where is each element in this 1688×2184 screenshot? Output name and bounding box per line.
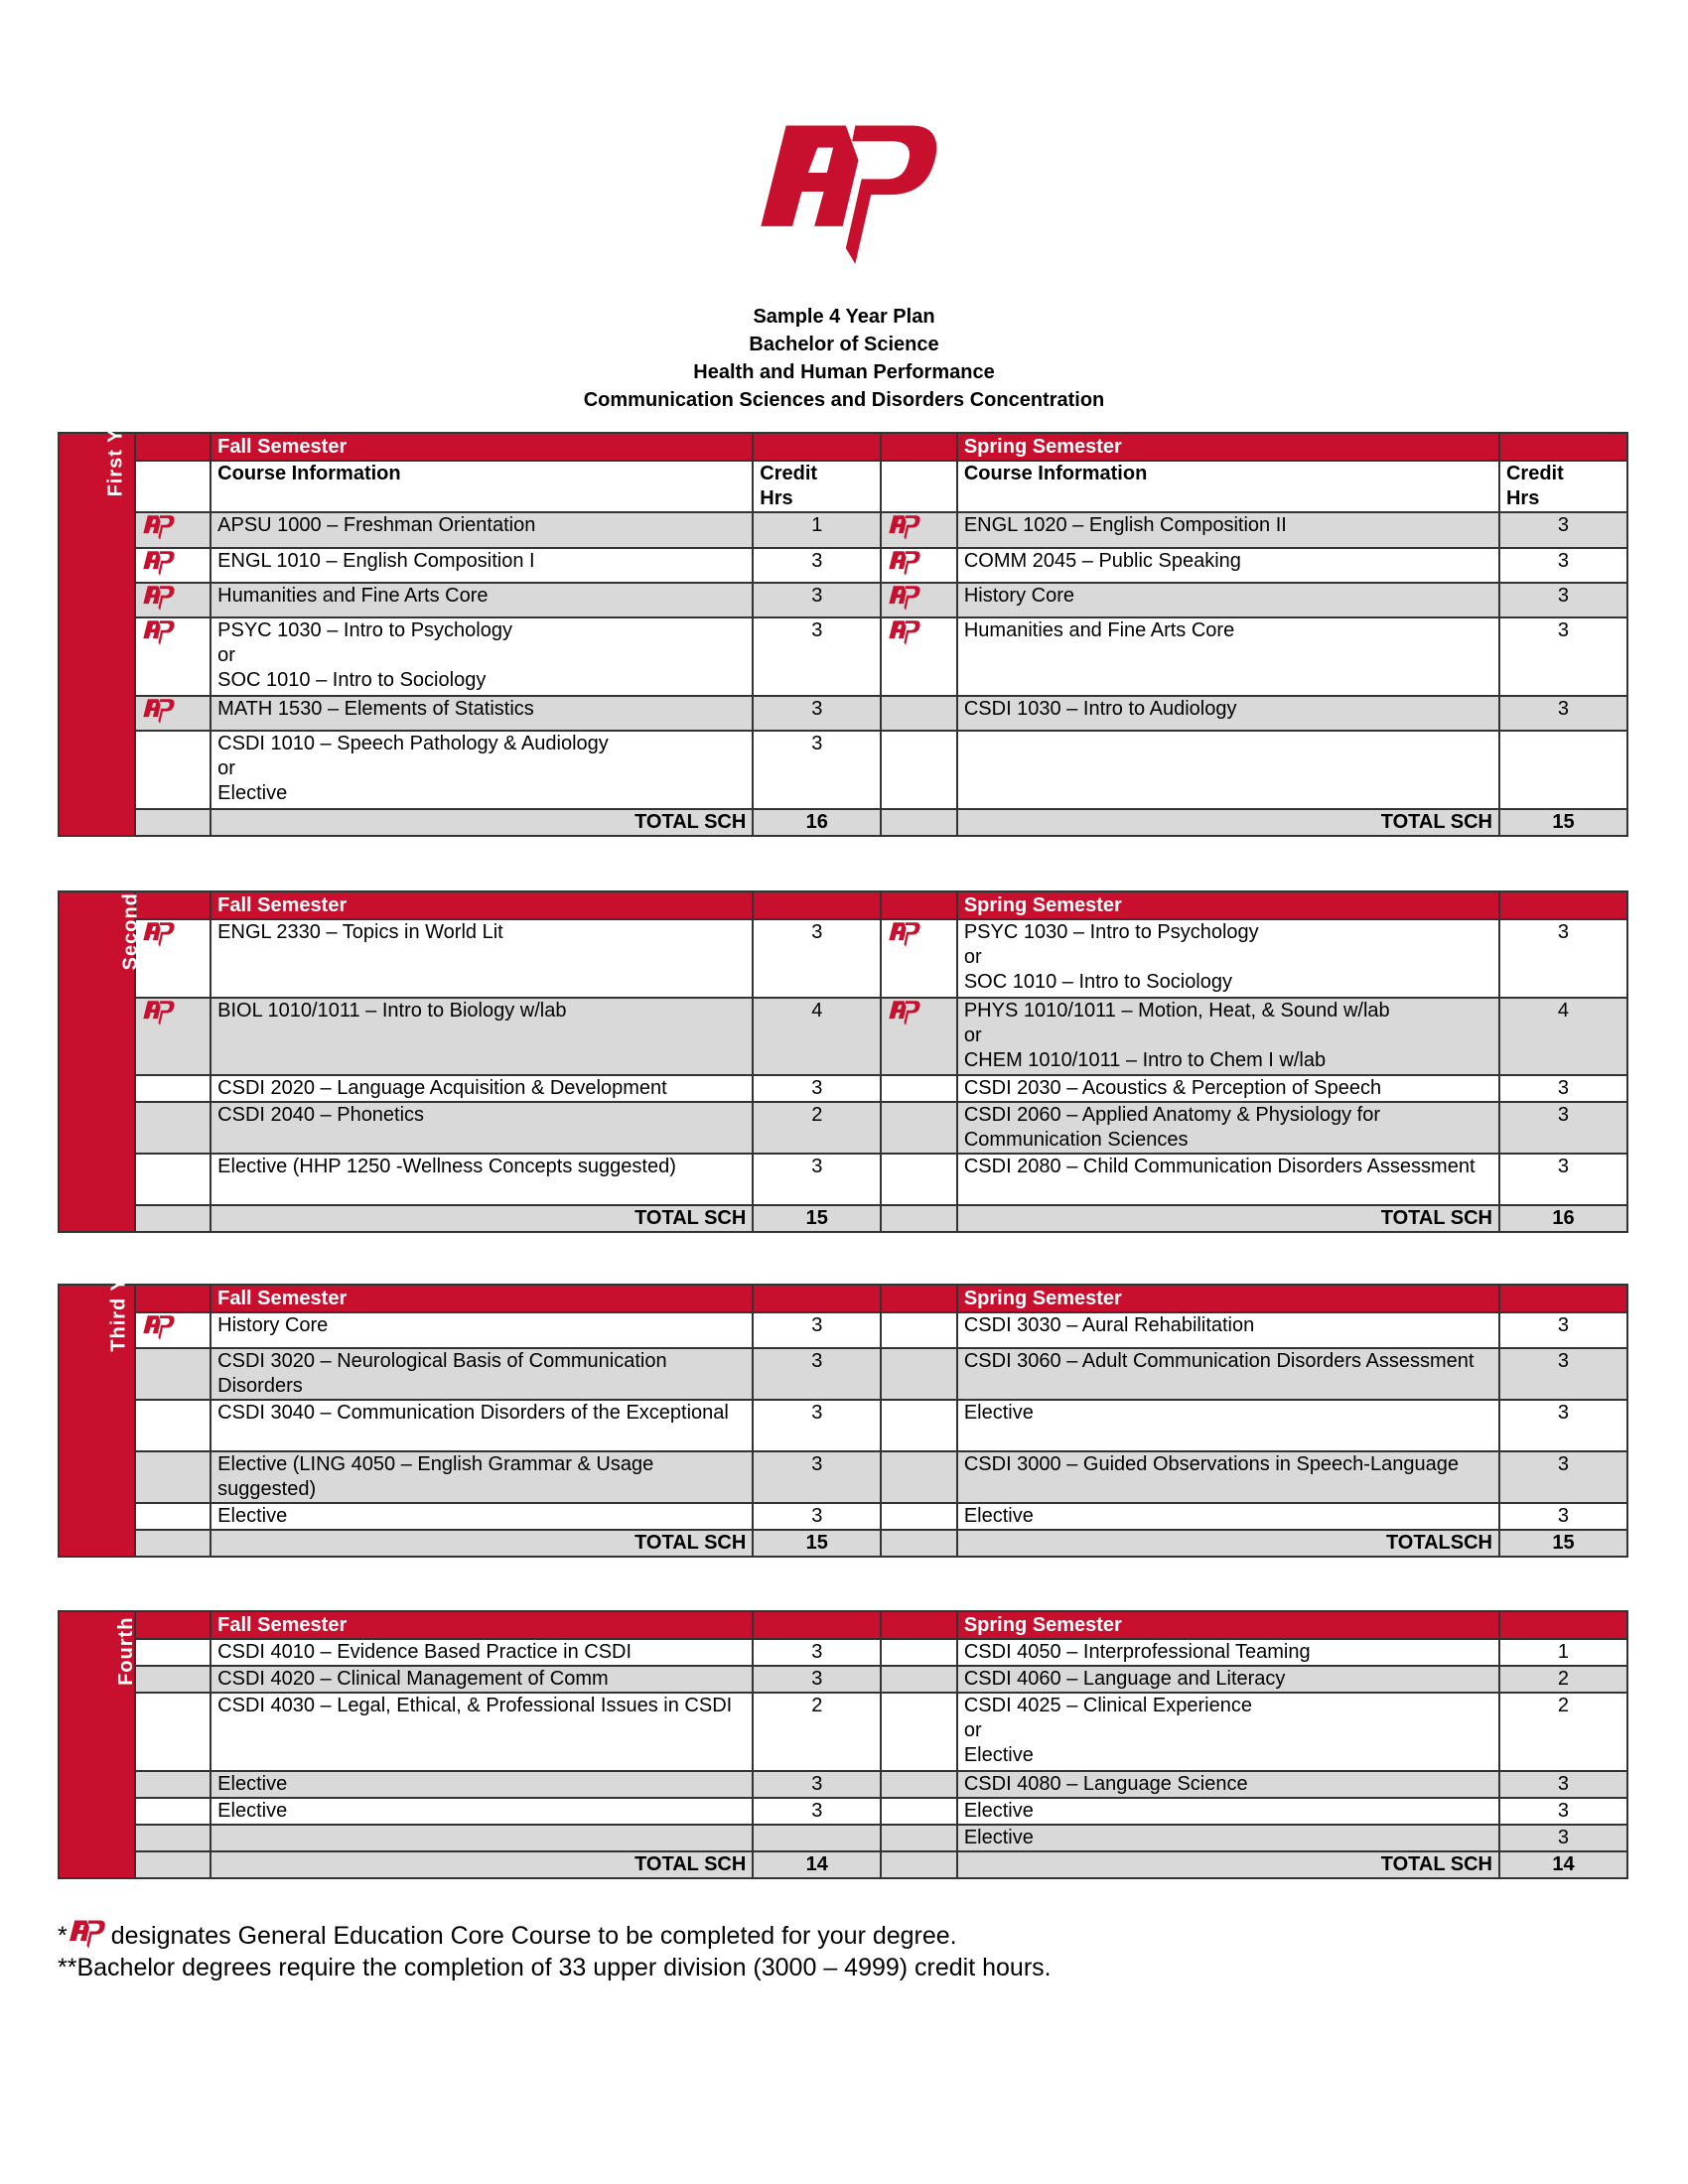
course-row — [59, 1693, 1627, 1771]
spring-marker-head — [881, 461, 957, 512]
core-marker-cell — [881, 1075, 957, 1102]
fall-total-label: TOTAL SCH — [211, 1530, 753, 1557]
spring-credit: 3 — [1499, 1102, 1627, 1154]
spring-course: COMM 2045 – Public Speaking — [957, 548, 1499, 583]
core-marker-cell — [881, 1693, 957, 1771]
fall-marker-head — [135, 433, 211, 461]
fall-credit: 3 — [753, 1639, 881, 1666]
fall-credit: 3 — [753, 731, 881, 809]
ap-core-icon — [142, 920, 176, 948]
spring-total-label: TOTALSCH — [957, 1530, 1499, 1557]
ap-logo — [755, 107, 943, 286]
fall-course: CSDI 3040 – Communication Disorders of the Exceptional — [211, 1400, 753, 1451]
ap-core-icon — [888, 618, 921, 646]
spring-total-label: TOTAL SCH — [957, 1851, 1499, 1878]
fall-credit: 3 — [753, 548, 881, 583]
core-marker-cell — [135, 1348, 211, 1400]
spring-credit: 3 — [1499, 512, 1627, 548]
year-label-cell — [59, 1245, 135, 1557]
spring-credit: 1 — [1499, 1639, 1627, 1666]
spring-credit: 3 — [1499, 1451, 1627, 1503]
fall-credit-head — [753, 891, 881, 919]
course-row — [59, 1075, 1627, 1102]
core-marker-cell — [135, 919, 211, 998]
core-marker-cell — [135, 548, 211, 583]
spring-course: PSYC 1030 – Intro to Psychology or SOC 1010 – Intro to Sociology — [957, 919, 1499, 998]
title-line-3: Health and Human Performance — [693, 361, 995, 383]
fall-course: CSDI 4020 – Clinical Management of Comm — [211, 1666, 753, 1693]
core-marker-cell — [881, 583, 957, 617]
course-row — [59, 731, 1627, 809]
total-row — [59, 1851, 1627, 1878]
core-marker-cell — [135, 1102, 211, 1154]
spring-course: CSDI 4050 – Interprofessional Teaming — [957, 1639, 1499, 1666]
year-label-cell — [59, 1565, 137, 1878]
spring-credit: 3 — [1499, 696, 1627, 731]
course-row — [59, 696, 1627, 731]
year-table-4 — [58, 1565, 1628, 1879]
fall-credit-head — [753, 1611, 881, 1639]
fall-total-label: TOTAL SCH — [211, 809, 753, 836]
year-label: Fourth Year — [114, 1565, 137, 1686]
core-marker-cell — [881, 1798, 957, 1825]
fall-credit: 3 — [753, 583, 881, 617]
core-marker-cell — [135, 583, 211, 617]
year-table-2 — [58, 840, 1628, 1233]
ap-core-icon — [142, 618, 176, 646]
spring-course: CSDI 3060 – Adult Communication Disorders Assessment — [957, 1348, 1499, 1400]
course-row — [59, 1798, 1627, 1825]
spring-credit: 2 — [1499, 1666, 1627, 1693]
spring-course: CSDI 2030 – Acoustics & Perception of Speech — [957, 1075, 1499, 1102]
fall-semester-heading: Fall Semester — [211, 891, 753, 919]
spring-course: CSDI 4060 – Language and Literacy — [957, 1666, 1499, 1693]
fall-credit: 1 — [753, 512, 881, 548]
ap-core-icon — [888, 549, 921, 577]
fall-course: Elective (HHP 1250 -Wellness Concepts suggested) — [211, 1154, 753, 1205]
fall-course-info-header: Course Information — [211, 461, 753, 512]
fall-course: BIOL 1010/1011 – Intro to Biology w/lab — [211, 998, 753, 1075]
spring-credit: 2 — [1499, 1693, 1627, 1771]
fall-total-value: 15 — [753, 1530, 881, 1557]
spring-total-marker — [881, 1530, 957, 1557]
core-marker-cell — [881, 1666, 957, 1693]
spring-credit: 3 — [1499, 548, 1627, 583]
core-marker-cell — [135, 1312, 211, 1348]
course-row — [59, 998, 1627, 1075]
spring-course: Elective — [957, 1798, 1499, 1825]
core-marker-cell — [881, 548, 957, 583]
spring-marker-head — [881, 891, 957, 919]
spring-total-marker — [881, 809, 957, 836]
spring-course — [957, 731, 1499, 809]
fall-course: MATH 1530 – Elements of Statistics — [211, 696, 753, 731]
core-marker-cell — [135, 1825, 211, 1851]
core-marker-cell — [135, 1693, 211, 1771]
core-note — [58, 1918, 1052, 1952]
asterisk: * — [58, 1922, 68, 1950]
spring-credit-header: Credit Hrs — [1499, 461, 1627, 512]
fall-total-marker — [135, 1205, 211, 1232]
course-row — [59, 919, 1627, 998]
fall-total-label: TOTAL SCH — [211, 1851, 753, 1878]
fall-credit — [753, 1825, 881, 1851]
fall-credit: 3 — [753, 1771, 881, 1798]
fall-credit: 4 — [753, 998, 881, 1075]
ap-core-icon — [142, 513, 176, 541]
course-row — [59, 1771, 1627, 1798]
fall-course: ENGL 2330 – Topics in World Lit — [211, 919, 753, 998]
year-label: Third Year — [107, 1245, 130, 1352]
ap-core-icon — [68, 1918, 107, 1950]
course-row — [59, 617, 1627, 696]
fall-total-value: 16 — [753, 809, 881, 836]
core-marker-cell — [135, 512, 211, 548]
spring-marker-head — [881, 1285, 957, 1312]
spring-course: ENGL 1020 – English Composition II — [957, 512, 1499, 548]
core-marker-cell — [881, 1503, 957, 1530]
ap-core-icon — [888, 513, 921, 541]
fall-course — [211, 1825, 753, 1851]
document-title — [0, 303, 1688, 414]
core-marker-cell — [135, 1666, 211, 1693]
core-marker-cell — [135, 1154, 211, 1205]
spring-credit: 3 — [1499, 919, 1627, 998]
core-marker-cell — [135, 1400, 211, 1451]
spring-credit — [1499, 731, 1627, 809]
core-marker-cell — [135, 998, 211, 1075]
course-row — [59, 1348, 1627, 1400]
fall-credit-head — [753, 433, 881, 461]
fall-course: Elective (LING 4050 – English Grammar & Usage suggested) — [211, 1451, 753, 1503]
core-marker-cell — [881, 1639, 957, 1666]
ap-core-icon — [888, 999, 921, 1026]
fall-credit: 3 — [753, 1451, 881, 1503]
spring-semester-heading: Spring Semester — [957, 433, 1499, 461]
spring-marker-head — [881, 1611, 957, 1639]
fall-credit-header: Credit Hrs — [753, 461, 881, 512]
total-row — [59, 1530, 1627, 1557]
core-marker-cell — [881, 1825, 957, 1851]
fall-credit: 3 — [753, 1154, 881, 1205]
fall-total-label: TOTAL SCH — [211, 1205, 753, 1232]
course-row — [59, 1825, 1627, 1851]
year-label: Second Year — [119, 840, 142, 971]
core-marker-cell — [135, 1639, 211, 1666]
fall-credit: 3 — [753, 696, 881, 731]
spring-course: PHYS 1010/1011 – Motion, Heat, & Sound w/lab or CHEM 1010/1011 – Intro to Chem I w/lab — [957, 998, 1499, 1075]
fall-credit: 3 — [753, 1400, 881, 1451]
spring-credit: 4 — [1499, 998, 1627, 1075]
spring-credit: 3 — [1499, 1825, 1627, 1851]
title-line-1: Sample 4 Year Plan — [753, 306, 935, 328]
core-note-text: designates General Education Core Course to be completed for your degree. — [110, 1922, 957, 1950]
spring-course: Elective — [957, 1400, 1499, 1451]
core-marker-cell — [881, 1400, 957, 1451]
fall-credit: 3 — [753, 1666, 881, 1693]
spring-total-marker — [881, 1851, 957, 1878]
spring-course: Elective — [957, 1825, 1499, 1851]
ap-core-icon — [142, 1313, 176, 1341]
spring-total-marker — [881, 1205, 957, 1232]
year-label: First Year — [104, 396, 127, 497]
upper-division-note: **Bachelor degrees require the completion of 33 upper division (3000 – 4999) credit hours. — [58, 1954, 1052, 1981]
spring-credit-head — [1499, 891, 1627, 919]
spring-course: CSDI 1030 – Intro to Audiology — [957, 696, 1499, 731]
title-line-4: Communication Sciences and Disorders Concentration — [583, 389, 1105, 411]
core-marker-cell — [881, 998, 957, 1075]
fall-total-marker — [135, 1530, 211, 1557]
core-marker-cell — [881, 919, 957, 998]
fall-semester-heading: Fall Semester — [211, 433, 753, 461]
fall-semester-heading: Fall Semester — [211, 1611, 753, 1639]
fall-course: Elective — [211, 1798, 753, 1825]
spring-total-value: 16 — [1499, 1205, 1627, 1232]
spring-course: Elective — [957, 1503, 1499, 1530]
core-marker-cell — [135, 1075, 211, 1102]
fall-course: CSDI 4010 – Evidence Based Practice in CSDI — [211, 1639, 753, 1666]
spring-credit: 3 — [1499, 1400, 1627, 1451]
spring-course: CSDI 4025 – Clinical Experience or Elective — [957, 1693, 1499, 1771]
spring-credit: 3 — [1499, 1503, 1627, 1530]
year-table-3 — [58, 1245, 1628, 1558]
total-row — [59, 1205, 1627, 1232]
spring-credit: 3 — [1499, 1075, 1627, 1102]
ap-core-icon — [142, 584, 176, 612]
ap-core-icon — [142, 697, 176, 725]
spring-course: History Core — [957, 583, 1499, 617]
core-marker-cell — [135, 1451, 211, 1503]
core-marker-cell — [135, 1503, 211, 1530]
fall-credit: 3 — [753, 919, 881, 998]
spring-total-value: 15 — [1499, 1530, 1627, 1557]
footnotes — [58, 1918, 1052, 1983]
course-row — [59, 512, 1627, 548]
fall-course: Elective — [211, 1503, 753, 1530]
fall-credit: 3 — [753, 617, 881, 696]
core-marker-cell — [881, 731, 957, 809]
core-marker-cell — [135, 1771, 211, 1798]
spring-course-info-header: Course Information — [957, 461, 1499, 512]
core-marker-cell — [881, 1348, 957, 1400]
ap-core-icon — [142, 549, 176, 577]
core-marker-cell — [881, 1102, 957, 1154]
spring-credit: 3 — [1499, 1771, 1627, 1798]
spring-credit: 3 — [1499, 1312, 1627, 1348]
fall-credit: 3 — [753, 1348, 881, 1400]
fall-credit: 3 — [753, 1075, 881, 1102]
fall-course: Humanities and Fine Arts Core — [211, 583, 753, 617]
spring-credit: 3 — [1499, 617, 1627, 696]
fall-semester-heading: Fall Semester — [211, 1285, 753, 1312]
spring-semester-heading: Spring Semester — [957, 891, 1499, 919]
spring-total-value: 15 — [1499, 809, 1627, 836]
fall-course: History Core — [211, 1312, 753, 1348]
ap-core-icon — [888, 920, 921, 948]
fall-marker-head — [135, 891, 211, 919]
core-marker-cell — [881, 1154, 957, 1205]
fall-credit: 2 — [753, 1102, 881, 1154]
course-row — [59, 583, 1627, 617]
spring-total-label: TOTAL SCH — [957, 809, 1499, 836]
spring-semester-heading: Spring Semester — [957, 1611, 1499, 1639]
spring-semester-heading: Spring Semester — [957, 1285, 1499, 1312]
fall-credit: 3 — [753, 1503, 881, 1530]
fall-course: Elective — [211, 1771, 753, 1798]
fall-credit: 2 — [753, 1693, 881, 1771]
course-row — [59, 1400, 1627, 1451]
spring-credit-head — [1499, 1611, 1627, 1639]
fall-course: CSDI 3020 – Neurological Basis of Communication Disorders — [211, 1348, 753, 1400]
spring-credit-head — [1499, 433, 1627, 461]
core-marker-cell — [881, 617, 957, 696]
spring-course: CSDI 3030 – Aural Rehabilitation — [957, 1312, 1499, 1348]
fall-course: PSYC 1030 – Intro to Psychology or SOC 1010 – Intro to Sociology — [211, 617, 753, 696]
course-row — [59, 1666, 1627, 1693]
spring-course: Humanities and Fine Arts Core — [957, 617, 1499, 696]
title-line-2: Bachelor of Science — [749, 334, 939, 355]
fall-marker-head — [135, 461, 211, 512]
fall-marker-head — [135, 1285, 211, 1312]
core-marker-cell — [881, 1312, 957, 1348]
course-row — [59, 1451, 1627, 1503]
ap-core-icon — [888, 584, 921, 612]
core-marker-cell — [135, 731, 211, 809]
spring-total-label: TOTAL SCH — [957, 1205, 1499, 1232]
spring-credit-head — [1499, 1285, 1627, 1312]
ap-core-icon — [142, 999, 176, 1026]
core-marker-cell — [135, 696, 211, 731]
core-marker-cell — [135, 617, 211, 696]
fall-total-marker — [135, 809, 211, 836]
core-marker-cell — [135, 1798, 211, 1825]
total-row — [59, 809, 1627, 836]
fall-marker-head — [135, 1611, 211, 1639]
fall-credit-head — [753, 1285, 881, 1312]
core-marker-cell — [881, 512, 957, 548]
fall-course: CSDI 2020 – Language Acquisition & Development — [211, 1075, 753, 1102]
fall-course: CSDI 1010 – Speech Pathology & Audiology or Elective — [211, 731, 753, 809]
spring-credit: 3 — [1499, 1348, 1627, 1400]
core-marker-cell — [881, 1451, 957, 1503]
fall-credit: 3 — [753, 1798, 881, 1825]
course-row — [59, 548, 1627, 583]
spring-course: CSDI 2060 – Applied Anatomy & Physiology for Communication Sciences — [957, 1102, 1499, 1154]
spring-course: CSDI 4080 – Language Science — [957, 1771, 1499, 1798]
fall-course: CSDI 2040 – Phonetics — [211, 1102, 753, 1154]
spring-course: CSDI 3000 – Guided Observations in Speech-Language — [957, 1451, 1499, 1503]
fall-total-value: 15 — [753, 1205, 881, 1232]
spring-marker-head — [881, 433, 957, 461]
spring-credit: 3 — [1499, 1798, 1627, 1825]
course-row — [59, 1154, 1627, 1205]
fall-course: CSDI 4030 – Legal, Ethical, & Professional Issues in CSDI — [211, 1693, 753, 1771]
course-row — [59, 1503, 1627, 1530]
fall-total-marker — [135, 1851, 211, 1878]
year-label-cell — [59, 840, 142, 1232]
fall-total-value: 14 — [753, 1851, 881, 1878]
core-marker-cell — [881, 1771, 957, 1798]
fall-course: APSU 1000 – Freshman Orientation — [211, 512, 753, 548]
spring-total-value: 14 — [1499, 1851, 1627, 1878]
course-row — [59, 1102, 1627, 1154]
spring-course: CSDI 2080 – Child Communication Disorders Assessment — [957, 1154, 1499, 1205]
course-row — [59, 1312, 1627, 1348]
fall-course: ENGL 1010 – English Composition I — [211, 548, 753, 583]
course-row — [59, 1639, 1627, 1666]
spring-credit: 3 — [1499, 583, 1627, 617]
core-marker-cell — [881, 696, 957, 731]
spring-credit: 3 — [1499, 1154, 1627, 1205]
year-label-cell — [59, 396, 135, 836]
fall-credit: 3 — [753, 1312, 881, 1348]
